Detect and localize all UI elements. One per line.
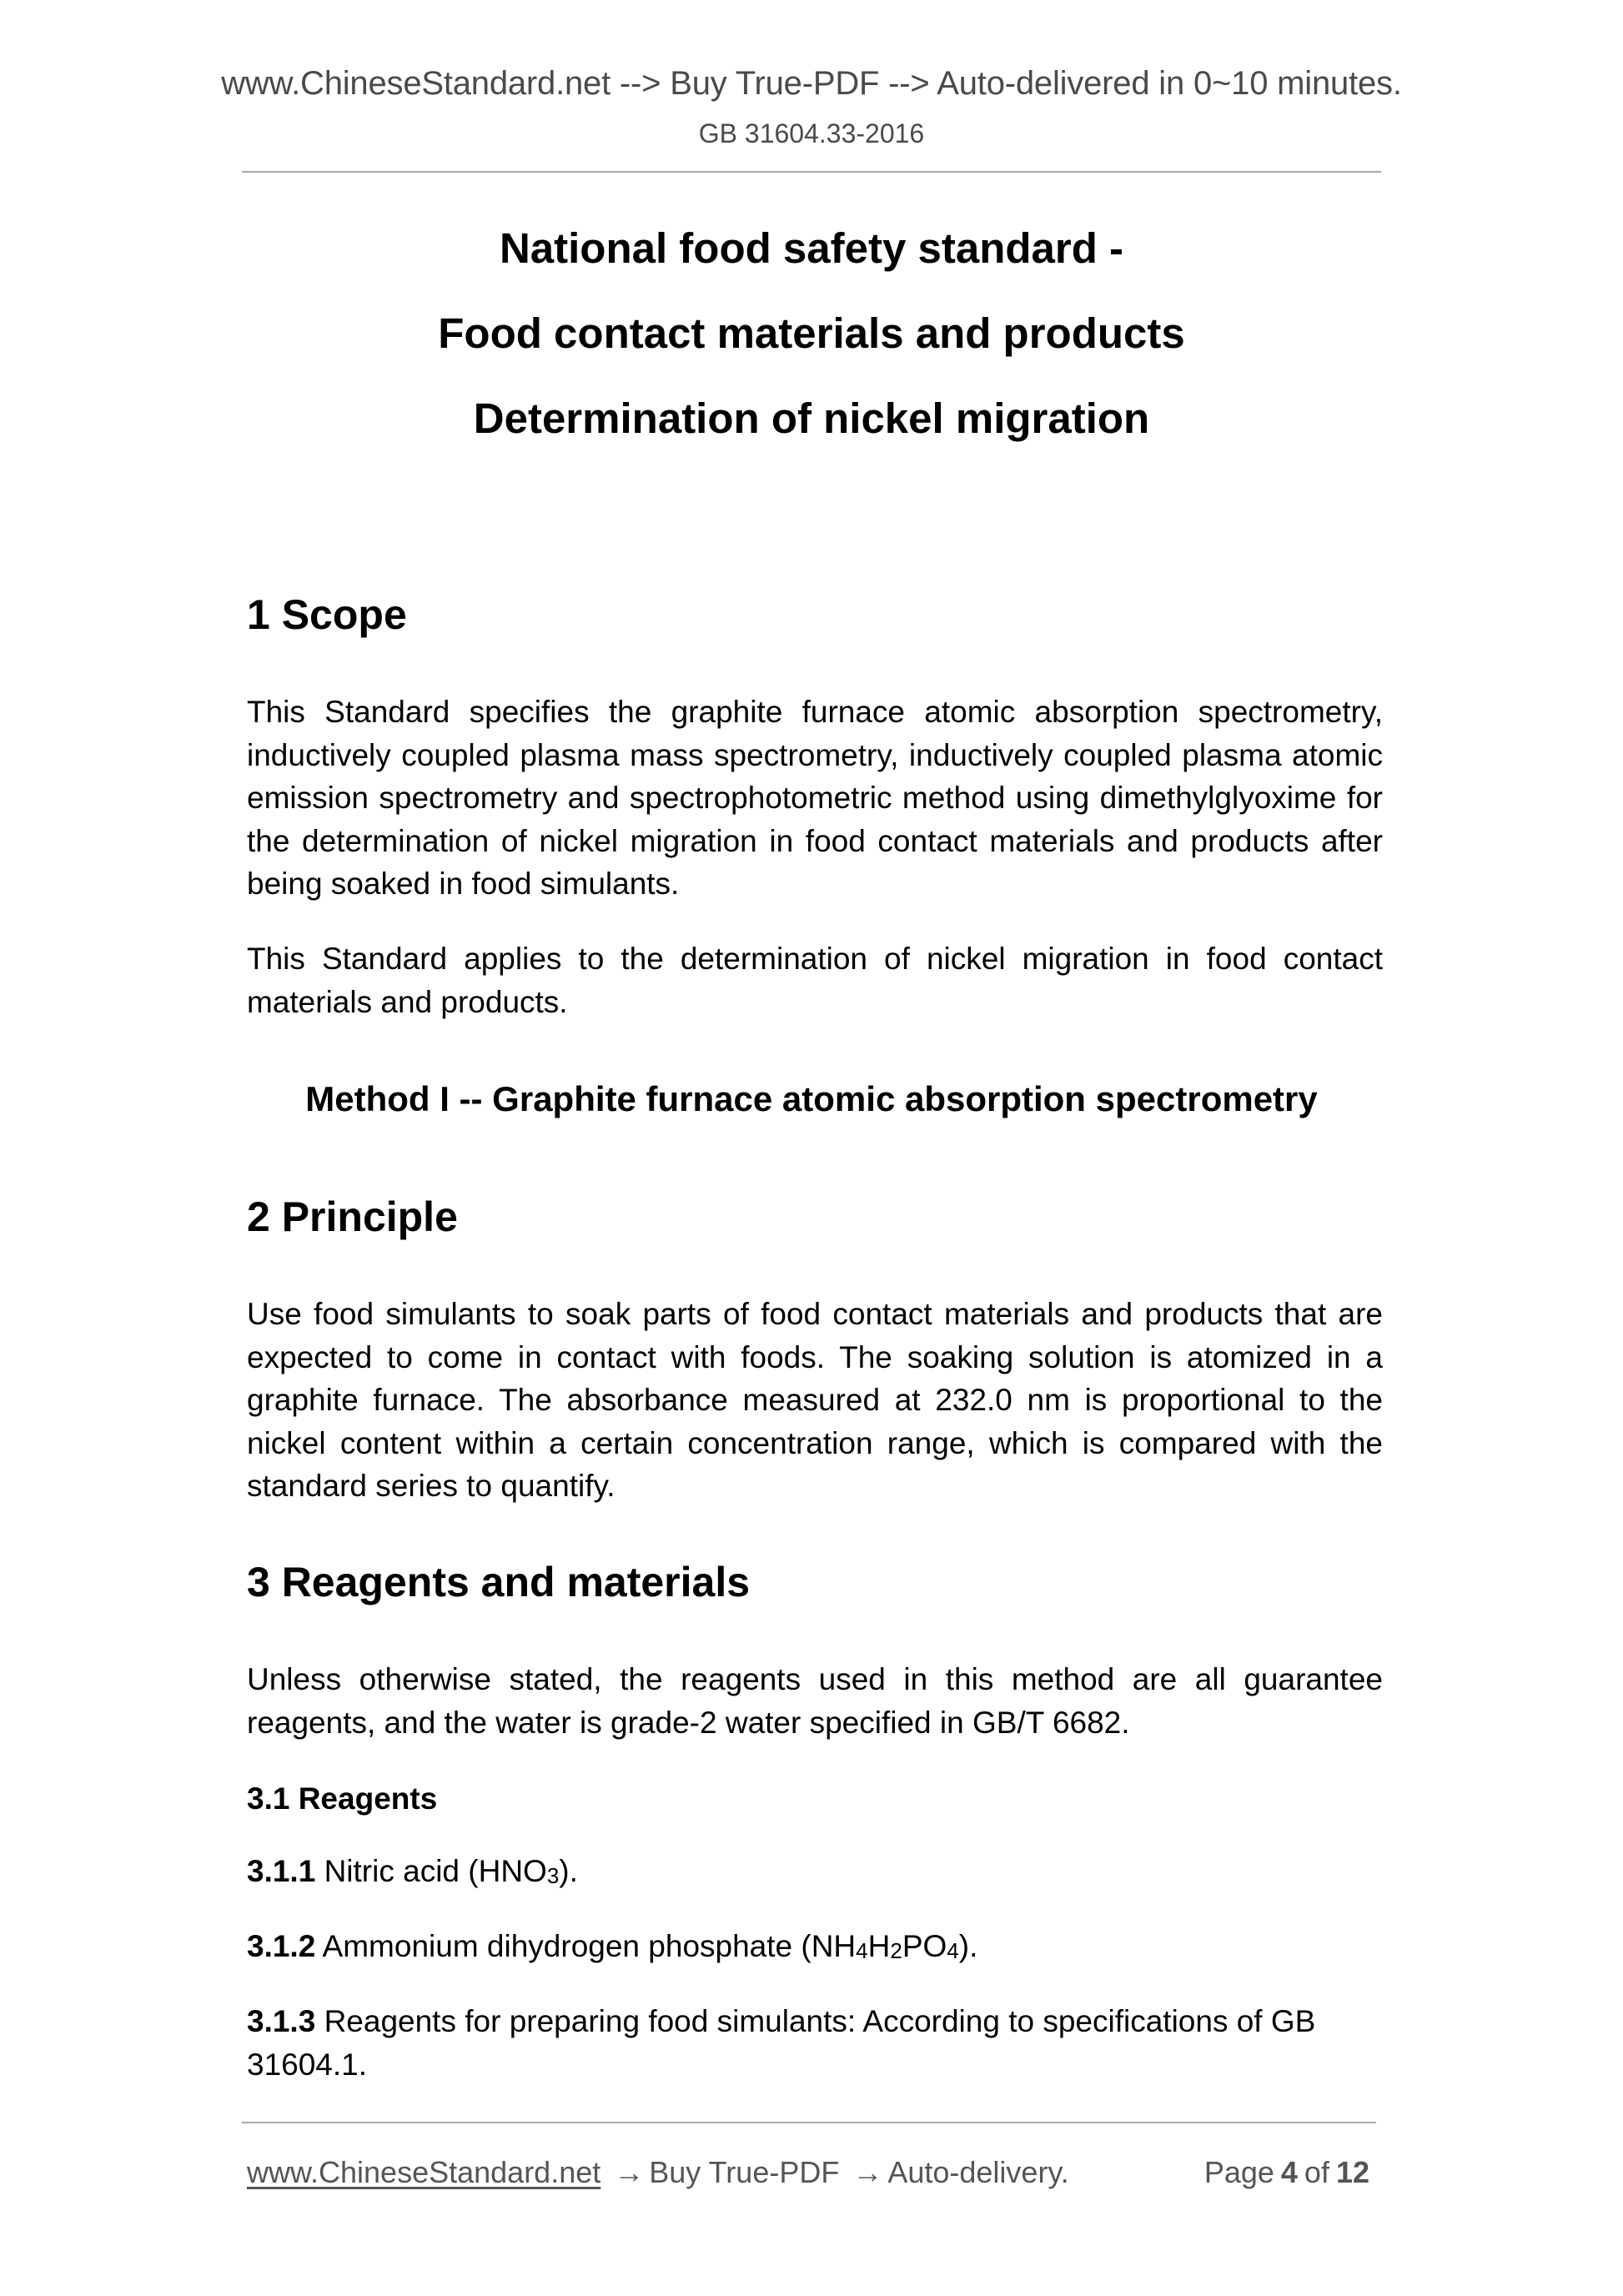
page-current: 4 xyxy=(1280,2155,1298,2189)
reagent-item-3-1-2 xyxy=(247,1925,1383,1968)
arrow-right-icon: → xyxy=(852,2155,883,2189)
header-banner: www.ChineseStandard.net --> Buy True-PDF --> Auto-delivered in 0~10 minutes. xyxy=(221,65,1402,102)
page-of-label: of xyxy=(1304,2155,1329,2189)
section-heading-scope: 1 Scope xyxy=(247,591,407,638)
document-title-line-3: Determination of nickel migration xyxy=(473,394,1150,442)
item-number: 3.1.1 xyxy=(247,1854,316,1888)
scope-paragraph-2: This Standard applies to the determination of nickel migration in food contact materials and products. xyxy=(247,942,1383,1019)
page-label: Page xyxy=(1203,2155,1274,2189)
item-text: Nitric acid $(HNO_3)$. xyxy=(324,1854,578,1888)
header-divider xyxy=(242,171,1381,173)
reagent-item-3-1-3 xyxy=(247,2000,1383,2086)
arrow-right-icon: → xyxy=(614,2155,645,2189)
method-title: Method I -- Graphite furnace atomic absorption spectrometry xyxy=(305,1079,1318,1118)
section-heading-principle: 2 Principle xyxy=(247,1193,458,1240)
item-number: 3.1.2 xyxy=(247,1929,316,1963)
standard-number: GB 31604.33-2016 xyxy=(698,118,925,148)
item-text: Reagents for preparing food simulants: According to specifications of GB 31604.1. xyxy=(247,2004,1316,2082)
footer-buy-text: Buy True-PDF xyxy=(649,2155,840,2189)
document-title-line-1: National food safety standard - xyxy=(499,224,1124,272)
footer-delivery-text: Auto-delivery. xyxy=(887,2155,1069,2189)
section-heading-reagents: 3 Reagents and materials xyxy=(247,1559,751,1605)
principle-paragraph: Use food simulants to soak parts of food contact materials and products that are expected to come in contact with foods. The soaking solution is atomized in a graphite furnace. The absorbance measured at 232.0 nm is proportional to the nickel content within a certain concentration range, which is compared with the standard series to quantify. xyxy=(247,1297,1383,1503)
item-text: Ammonium dihydrogen phosphate $(NH_4H_2PO_4)$. xyxy=(322,1929,978,1963)
reagent-item-3-1-1 xyxy=(247,1850,1383,1893)
document-title-line-2: Food contact materials and products xyxy=(438,309,1185,357)
footer-divider xyxy=(242,2122,1376,2123)
subsection-heading-reagents: 3.1 Reagents xyxy=(247,1781,438,1816)
footer-website-link[interactable]: www.ChineseStandard.net xyxy=(247,2155,601,2189)
page-indicator xyxy=(1204,2155,1376,2190)
page-footer xyxy=(247,2155,1376,2190)
reagents-intro-paragraph: Unless otherwise stated, the reagents used in this method are all guarantee reagents, and the water is grade-2 water specified in GB/T 6682. xyxy=(247,1662,1383,1740)
scope-paragraph-1: This Standard specifies the graphite furnace atomic absorption spectrometry, inductively coupled plasma mass spectrometry, inductively coupled plasma atomic emission spectrometry and spectrophotometric method using dimethylglyoxime for the determination of nickel migration in food contact materials and products after being soaked in food simulants. xyxy=(247,695,1383,901)
item-number: 3.1.3 xyxy=(247,2004,316,2038)
page-total: 12 xyxy=(1335,2155,1369,2189)
